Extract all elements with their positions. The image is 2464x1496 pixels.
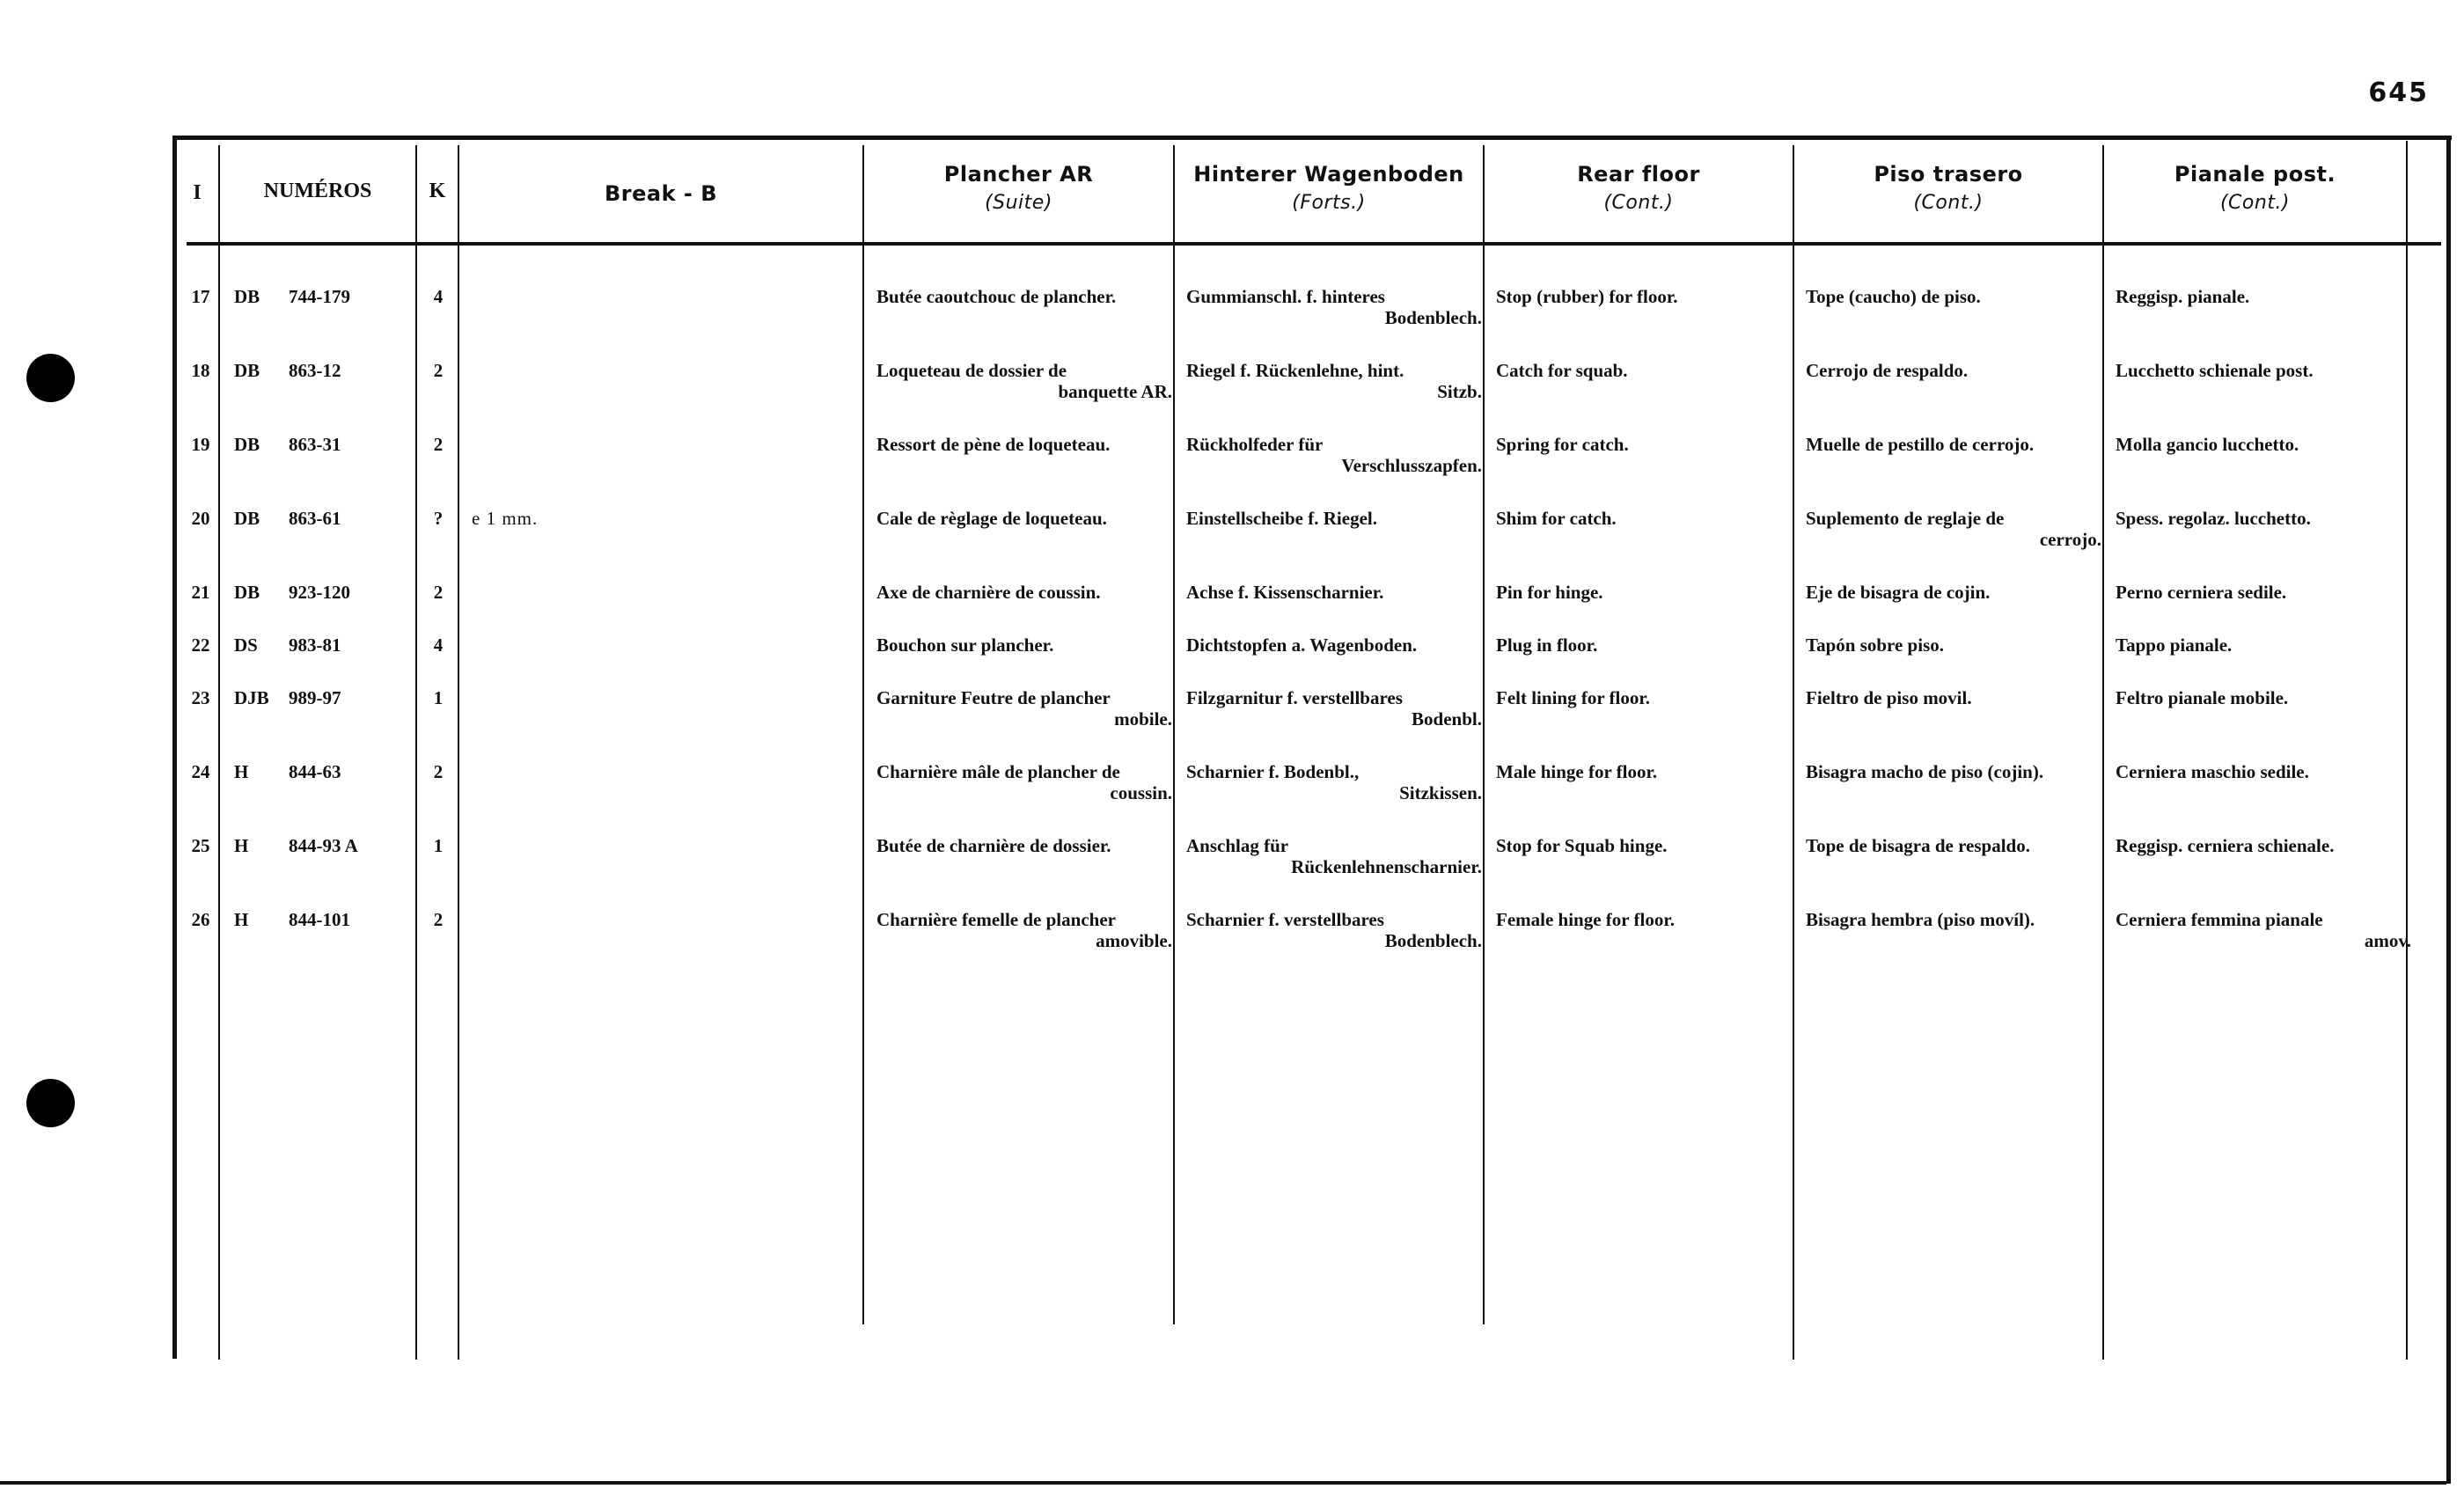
desc-text: Riegel f. Rückenlehne, hint. (1186, 360, 1404, 381)
desc-de (1186, 286, 1482, 328)
desc-en (1496, 286, 1792, 307)
desc-text: Cerrojo de respaldo. (1806, 360, 1969, 381)
desc-text: Reggisp. pianale. (2116, 286, 2250, 307)
desc-text: Tope (caucho) de piso. (1806, 286, 1981, 307)
col-divider (415, 145, 417, 1360)
desc-continuation: Bodenbl. (1412, 708, 1482, 730)
desc-text: Rückholfeder für (1186, 434, 1324, 455)
desc-text: Female hinge for floor. (1496, 909, 1675, 930)
desc-text: Butée caoutchouc de plancher. (876, 286, 1117, 307)
punch-hole-top (26, 354, 75, 402)
part-number: 983-81 (289, 634, 341, 656)
break-note: e 1 mm. (472, 508, 539, 529)
col-divider (458, 145, 459, 1360)
desc-text: Loqueteau de dossier de (876, 360, 1067, 381)
desc-continuation: cerrojo. (2039, 529, 2101, 550)
desc-text: Garniture Feutre de plancher (876, 687, 1111, 708)
desc-continuation: banquette AR. (1058, 381, 1172, 402)
desc-it (2116, 909, 2411, 951)
desc-continuation: Verschlusszapfen. (1341, 455, 1482, 476)
desc-es (1806, 582, 2101, 603)
desc-continuation: coussin. (1110, 782, 1172, 803)
part-number: 744-179 (289, 286, 350, 307)
desc-text: Perno cerniera sedile. (2116, 582, 2287, 603)
desc-de (1186, 909, 1482, 951)
header-col-numeros: NUMÉROS (263, 180, 372, 202)
desc-en (1496, 687, 1792, 708)
col-divider (1173, 145, 1175, 1324)
punch-hole-bottom (26, 1079, 75, 1127)
header-lang-fr (864, 162, 1173, 214)
header-lang-title: Piso trasero (1874, 162, 2023, 187)
desc-text: Tappo pianale. (2116, 634, 2233, 656)
header-lang-subtitle: (Cont.) (2219, 192, 2291, 214)
desc-fr (876, 434, 1172, 455)
part-prefix: DB (234, 508, 260, 529)
part-prefix: DJB (234, 687, 269, 708)
part-number: 863-31 (289, 434, 341, 455)
part-prefix: DB (234, 360, 260, 381)
desc-text: Charnière mâle de plancher de (876, 761, 1120, 782)
col-divider (1483, 145, 1485, 1324)
header-col-k: K (429, 180, 446, 202)
header-lang-es (1794, 162, 2102, 214)
desc-it (2116, 835, 2411, 856)
desc-continuation: Sitzb. (1437, 381, 1482, 402)
desc-de (1186, 582, 1482, 603)
row-index: 21 (191, 582, 210, 603)
desc-text: Tapón sobre piso. (1806, 634, 1944, 656)
desc-de (1186, 634, 1482, 656)
desc-continuation: Rückenlehnenscharnier. (1291, 856, 1482, 877)
col-divider (1793, 145, 1794, 1360)
desc-it (2116, 360, 2411, 381)
desc-es (1806, 761, 2101, 782)
desc-it (2116, 634, 2411, 656)
row-index: 20 (191, 508, 210, 529)
quantity: 4 (433, 634, 444, 656)
part-prefix: H (234, 761, 249, 782)
desc-text: Molla gancio lucchetto. (2116, 434, 2299, 455)
desc-text: Fieltro de piso movil. (1806, 687, 1972, 708)
desc-es (1806, 286, 2101, 307)
part-prefix: H (234, 835, 249, 856)
part-number: 863-12 (289, 360, 341, 381)
desc-continuation: amovible. (1096, 930, 1172, 951)
desc-text: Felt lining for floor. (1496, 687, 1650, 708)
desc-text: Anschlag für (1186, 835, 1289, 856)
desc-fr (876, 634, 1172, 656)
row-index: 23 (191, 687, 210, 708)
desc-text: Filzgarnitur f. verstellbares (1186, 687, 1403, 708)
top-rule (172, 136, 2452, 140)
desc-fr (876, 687, 1172, 730)
header-lang-title: Hinterer Wagenboden (1193, 162, 1464, 187)
quantity: 4 (433, 286, 444, 307)
desc-fr (876, 360, 1172, 402)
desc-de (1186, 434, 1482, 476)
desc-continuation: Sitzkissen. (1399, 782, 1482, 803)
desc-fr (876, 582, 1172, 603)
header-lang-subtitle: (Suite) (985, 192, 1052, 214)
header-lang-title: Pianale post. (2174, 162, 2336, 187)
desc-text: Scharnier f. verstellbares (1186, 909, 1384, 930)
desc-en (1496, 761, 1792, 782)
desc-text: Cerniera femmina pianale (2116, 909, 2323, 930)
header-lang-it (2104, 162, 2406, 214)
desc-text: Muelle de pestillo de cerrojo. (1806, 434, 2035, 455)
desc-text: Bisagra macho de piso (cojin). (1806, 761, 2044, 782)
desc-it (2116, 582, 2411, 603)
desc-it (2116, 434, 2411, 455)
inner-right-border (2406, 141, 2408, 1360)
part-prefix: DS (234, 634, 258, 656)
desc-en (1496, 360, 1792, 381)
desc-text: Suplemento de reglaje de (1806, 508, 2005, 529)
desc-continuation: amov. (2364, 930, 2411, 951)
desc-text: Stop (rubber) for floor. (1496, 286, 1678, 307)
desc-es (1806, 634, 2101, 656)
desc-de (1186, 687, 1482, 730)
desc-continuation: Bodenblech. (1384, 307, 1482, 328)
desc-fr (876, 909, 1172, 951)
desc-fr (876, 835, 1172, 856)
desc-text: Butée de charnière de dossier. (876, 835, 1111, 856)
desc-fr (876, 508, 1172, 529)
desc-fr (876, 761, 1172, 803)
desc-text: Charnière femelle de plancher (876, 909, 1116, 930)
row-index: 22 (191, 634, 210, 656)
quantity: 1 (433, 687, 444, 708)
page-number: 645 (2368, 77, 2429, 108)
desc-de (1186, 761, 1482, 803)
desc-text: Ressort de pène de loqueteau. (876, 434, 1111, 455)
desc-text: Scharnier f. Bodenbl., (1186, 761, 1360, 782)
quantity: 2 (433, 761, 444, 782)
desc-es (1806, 434, 2101, 455)
desc-it (2116, 286, 2411, 307)
desc-text: Bouchon sur plancher. (876, 634, 1054, 656)
desc-es (1806, 909, 2101, 930)
desc-de (1186, 508, 1482, 529)
desc-text: Gummianschl. f. hinteres (1186, 286, 1385, 307)
desc-es (1806, 360, 2101, 381)
desc-continuation: Bodenblech. (1384, 930, 1482, 951)
row-index: 17 (191, 286, 210, 307)
quantity: 2 (433, 360, 444, 381)
desc-text: Feltro pianale mobile. (2116, 687, 2289, 708)
frame-left-border (172, 136, 177, 1359)
row-index: 25 (191, 835, 210, 856)
desc-it (2116, 508, 2411, 529)
desc-en (1496, 508, 1792, 529)
quantity: ? (433, 508, 444, 529)
header-col-break: Break - B (604, 181, 718, 206)
quantity: 2 (433, 434, 444, 455)
header-lang-title: Plancher AR (943, 162, 1094, 187)
col-divider (862, 145, 864, 1324)
desc-es (1806, 687, 2101, 708)
desc-de (1186, 360, 1482, 402)
frame-right-border (2446, 136, 2451, 1484)
quantity: 1 (433, 835, 444, 856)
desc-de (1186, 835, 1482, 877)
desc-fr (876, 286, 1172, 307)
part-prefix: DB (234, 582, 260, 603)
part-prefix: H (234, 909, 249, 930)
desc-text: Plug in floor. (1496, 634, 1598, 656)
desc-text: Eje de bisagra de cojin. (1806, 582, 1991, 603)
part-number: 844-101 (289, 909, 350, 930)
part-prefix: DB (234, 286, 260, 307)
header-lang-de (1175, 162, 1483, 214)
header-lang-subtitle: (Forts.) (1292, 192, 1366, 214)
desc-en (1496, 835, 1792, 856)
part-prefix: DB (234, 434, 260, 455)
desc-text: Reggisp. cerniera schienale. (2116, 835, 2335, 856)
desc-text: Cale de règlage de loqueteau. (876, 508, 1107, 529)
desc-text: Spess. regolaz. lucchetto. (2116, 508, 2311, 529)
header-lang-title: Rear floor (1577, 162, 1700, 187)
header-col-i: I (193, 181, 202, 204)
part-number: 844-93 A (289, 835, 358, 856)
desc-text: Catch for squab. (1496, 360, 1628, 381)
header-lang-subtitle: (Cont.) (1603, 192, 1674, 214)
desc-text: Achse f. Kissenscharnier. (1186, 582, 1384, 603)
desc-it (2116, 687, 2411, 708)
quantity: 2 (433, 909, 444, 930)
desc-en (1496, 434, 1792, 455)
col-divider (218, 145, 220, 1360)
col-divider (2102, 145, 2104, 1360)
desc-text: Shim for catch. (1496, 508, 1617, 529)
row-index: 24 (191, 761, 210, 782)
desc-es (1806, 835, 2101, 856)
desc-text: Cerniera maschio sedile. (2116, 761, 2309, 782)
part-number: 844-63 (289, 761, 341, 782)
quantity: 2 (433, 582, 444, 603)
desc-text: Axe de charnière de coussin. (876, 582, 1101, 603)
part-number: 989-97 (289, 687, 341, 708)
desc-es (1806, 508, 2101, 550)
desc-text: Tope de bisagra de respaldo. (1806, 835, 2030, 856)
row-index: 18 (191, 360, 210, 381)
desc-text: Einstellscheibe f. Riegel. (1186, 508, 1377, 529)
part-number: 923-120 (289, 582, 350, 603)
part-number: 863-61 (289, 508, 341, 529)
header-lang-subtitle: (Cont.) (1913, 192, 1984, 214)
desc-text: Dichtstopfen a. Wagenboden. (1186, 634, 1418, 656)
bottom-rule (0, 1481, 2446, 1485)
desc-en (1496, 634, 1792, 656)
desc-text: Bisagra hembra (piso movíl). (1806, 909, 2035, 930)
desc-en (1496, 582, 1792, 603)
header-lang-en (1485, 162, 1793, 214)
desc-en (1496, 909, 1792, 930)
desc-continuation: mobile. (1114, 708, 1172, 730)
desc-text: Spring for catch. (1496, 434, 1629, 455)
desc-text: Pin for hinge. (1496, 582, 1603, 603)
row-index: 19 (191, 434, 210, 455)
row-index: 26 (191, 909, 210, 930)
desc-text: Lucchetto schienale post. (2116, 360, 2314, 381)
desc-text: Male hinge for floor. (1496, 761, 1658, 782)
desc-text: Stop for Squab hinge. (1496, 835, 1668, 856)
desc-it (2116, 761, 2411, 782)
